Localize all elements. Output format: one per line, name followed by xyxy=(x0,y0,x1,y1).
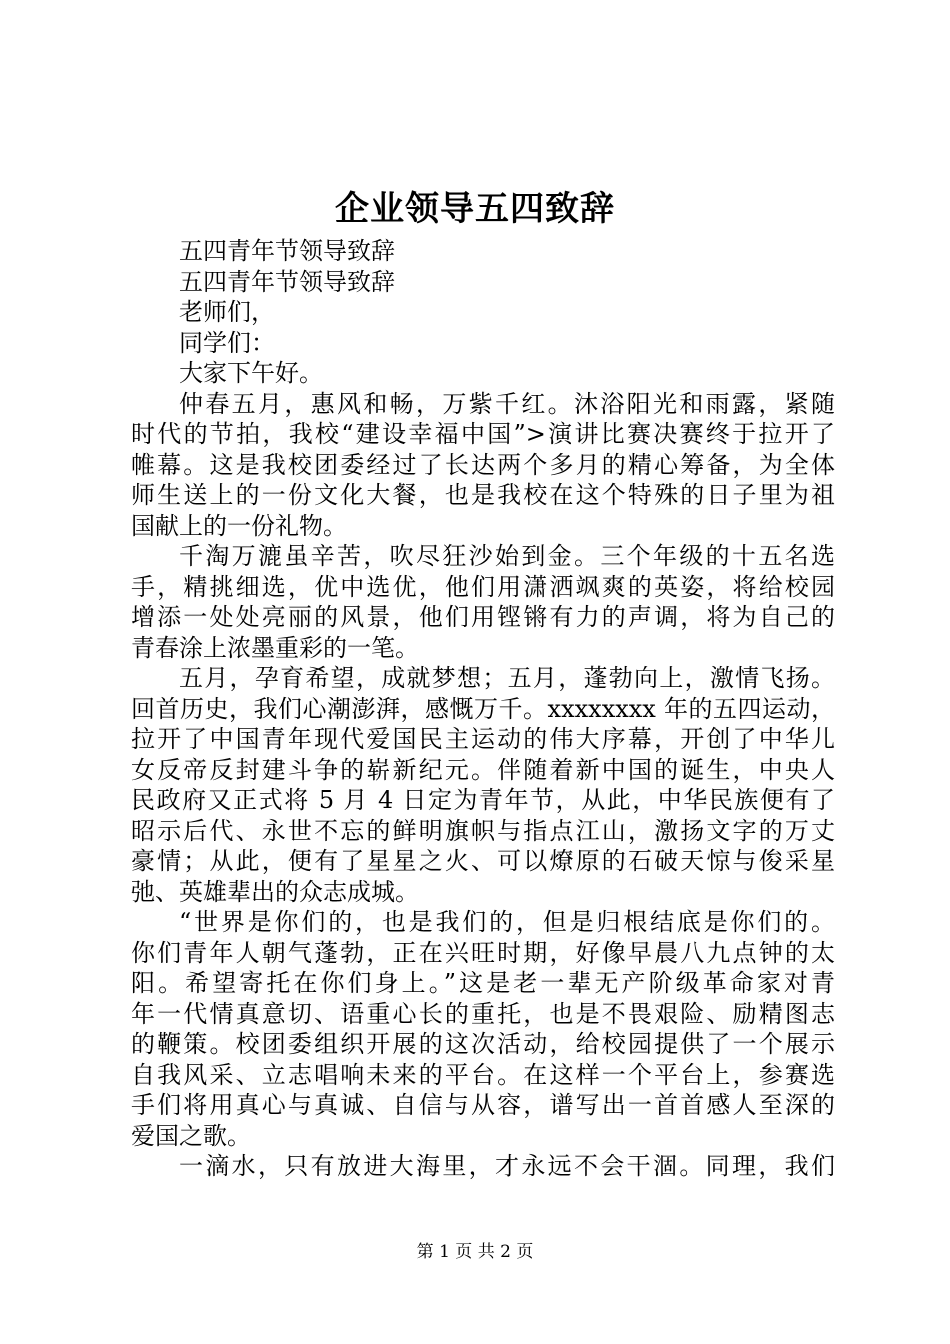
body-line: 增添一处处亮丽的风景，他们用铿锵有力的声调，将为自己的 xyxy=(131,603,835,631)
body-line: 女反帝反封建斗争的崭新纪元。伴随着新中国的诞生，中央人 xyxy=(131,755,835,784)
body-line: 千淘万漉虽辛苦，吹尽狂沙始到金。三个年级的十五名选 xyxy=(179,542,835,570)
body-line: 自我风采、立志唱响未来的平台。在这样一个平台上，参赛选 xyxy=(131,1060,835,1089)
document-body xyxy=(131,236,835,1182)
body-line: 的鞭策。校团委组织开展的这次活动，给校园提供了一个展示 xyxy=(131,1030,835,1058)
page-footer: 第 1 页 共 2 页 xyxy=(416,1242,534,1262)
document-title: 企业领导五四致辞 xyxy=(335,189,615,229)
body-line: 你们青年人朝气蓬勃，正在兴旺时期，好像早晨八九点钟的太 xyxy=(131,938,835,967)
body-line: 仲春五月，惠风和畅，万紫千红。沐浴阳光和雨露，紧随 xyxy=(179,389,835,418)
body-line: 豪情；从此，便有了星星之火、可以燎原的石破天惊与俊采星 xyxy=(131,847,835,875)
body-line: 国献上的一份礼物。 xyxy=(131,511,347,540)
body-line: “世界是你们的，也是我们的，但是归根结底是你们的。 xyxy=(179,908,835,936)
body-line: 青春涂上浓墨重彩的一笔。 xyxy=(131,633,419,662)
body-line: 手，精挑细选，优中选优，他们用潇洒飒爽的英姿，将给校园 xyxy=(131,572,835,601)
body-line: 五月，孕育希望，成就梦想；五月，蓬勃向上，激情飞扬。 xyxy=(179,664,835,692)
body-line: 弛、英雄辈出的众志成城。 xyxy=(131,877,419,906)
body-line: 一滴水，只有放进大海里，才永远不会干涸。同理，我们 xyxy=(179,1152,835,1180)
body-line: 昭示后代、永世不忘的鲜明旗帜与指点江山，激扬文字的万丈 xyxy=(131,816,835,845)
body-line: 拉开了中国青年现代爱国民主运动的伟大序幕，开创了中华儿 xyxy=(131,725,835,753)
body-line: 回首历史，我们心潮澎湃，感慨万千。xxxxxxxx 年的五四运动， xyxy=(131,694,835,723)
body-line: 五四青年节领导致辞 xyxy=(179,267,395,296)
body-line: 帷幕。这是我校团委经过了长达两个多月的精心筹备，为全体 xyxy=(131,450,835,479)
body-line: 大家下午好。 xyxy=(179,359,323,387)
body-line: 民政府又正式将 5 月 4 日定为青年节，从此，中华民族便有了 xyxy=(131,786,835,814)
body-line: 年一代情真意切、语重心长的重托，也是不畏艰险、励精图志 xyxy=(131,999,835,1028)
body-line: 时代的节拍，我校“建设幸福中国”>演讲比赛决赛终于拉开了 xyxy=(131,420,835,448)
body-line: 同学们： xyxy=(179,328,275,357)
body-line: 老师们， xyxy=(179,298,275,326)
body-line: 爱国之歌。 xyxy=(131,1121,251,1150)
body-line: 手们将用真心与真诚、自信与从容，谱写出一首首感人至深的 xyxy=(131,1091,835,1119)
body-line: 五四青年节领导致辞 xyxy=(179,237,395,265)
body-line: 阳。希望寄托在你们身上。”这是老一辈无产阶级革命家对青 xyxy=(131,969,835,997)
body-line: 师生送上的一份文化大餐，也是我校在这个特殊的日子里为祖 xyxy=(131,481,835,509)
